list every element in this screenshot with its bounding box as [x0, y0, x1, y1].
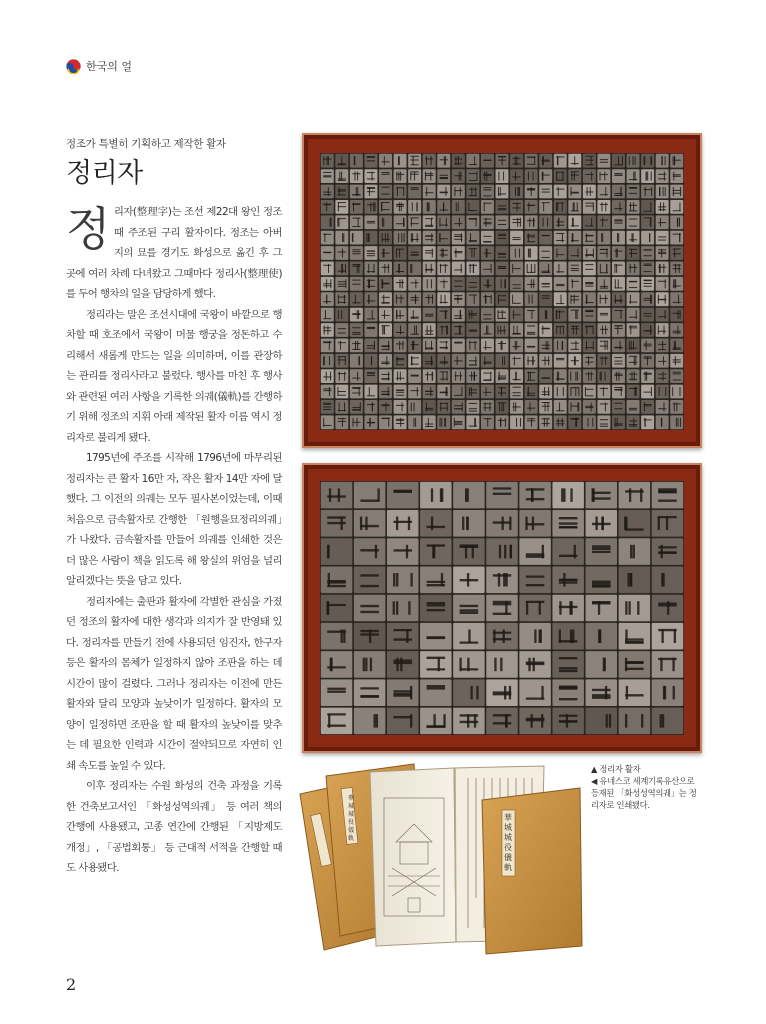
header: [66, 58, 132, 74]
svg-text:儀: 儀: [504, 853, 512, 862]
paragraph-3: 1795년에 주조를 시작해 1796년에 마무리된 정리자는 큰 활자 16만 자, 작은 활자 14만 자에 달했다. 그 이전의 의궤는 모두 필사본이었는데, 이때 처음으로 금속활자로 간행한 「원행을묘정리의궤」가 나왔다. 금속활자를 만들어 의궤를 인쇄한 것은 더 많은 사람이 책을 읽도록 해 왕실의 위엄을 널리 알리겠다는 뜻을 담고 있다.: [66, 452, 282, 587]
section-title: 한국의 얼: [86, 60, 133, 73]
small-type-grid: [320, 153, 684, 430]
large-type-grid: [320, 481, 684, 735]
svg-text:華: 華: [504, 813, 512, 822]
large-type-tray-image: [302, 463, 702, 753]
paragraph-4: 정리자에는 출판과 활자에 각별한 관심을 가졌던 정조의 활자에 대한 생각과 의지가 잘 반영돼 있다. 정리자를 만들기 전에 사용되던 임진자, 한구자 등은 활자의 몸체가 일정하지 않아 조판을 하는 데 시간이 많이 걸렸다. 그러나 정리자는 이전에 만든 활자와 달리 모양과 높낮이가 일정하다. 활자의 모양이 일정하면 조판을 할 때 활자의 높낮이를 맞추는 데 필요한 인력과 시간이 절약되므로 자연히 인쇄 속도를 높일 수 있다.: [66, 595, 282, 772]
article-body: [66, 202, 282, 879]
svg-text:軌: 軌: [504, 863, 512, 872]
paragraph-2: 정리라는 말은 조선시대에 국왕이 바깥으로 행차할 때 호조에서 국왕이 머물 행궁을 정돈하고 수리해서 새롭게 만드는 일을 의미하며, 이를 관장하는 관리를 정리사라고 불렀다. 행사를 마친 후 행사와 관련된 여러 사항을 기록한 의궤(儀軌)를 간행하기 위해 정조의 지휘 아래 제작된 활자 이름 역시 정리자로 불리게 됐다.: [66, 308, 282, 444]
svg-text:軌: 軌: [348, 835, 355, 842]
taeguk-icon: [66, 59, 81, 74]
svg-text:城: 城: [504, 823, 512, 832]
photo-caption: [591, 763, 703, 811]
paragraph-5: 이후 정리자는 수원 화성의 건축 과정을 기록한 건축보고서인 「화성성역의궤」 등 여러 책의 간행에 사용됐고, 고종 연간에 간행된 「지방제도개정」, 「공법회통」 등 근대적 서적을 간행할 때도 사용됐다.: [66, 780, 282, 874]
svg-text:城: 城: [348, 811, 355, 818]
svg-text:役: 役: [504, 843, 512, 852]
svg-text:城: 城: [348, 803, 355, 810]
article-title: 정리자: [66, 158, 143, 189]
article-subtitle: 정조가 특별히 기획하고 제작한 활자: [66, 138, 226, 150]
svg-text:儀: 儀: [348, 827, 355, 834]
paragraph-1: 정리자(整理字)는 조선 제22대 왕인 정조 때 주조된 구리 활자이다. 정조는 아버지의 묘를 경기도 화성으로 옮긴 후 그곳에 여러 차례 다녀왔고 그때마다 정리사(整理使)를 두어 행차의 일을 담당하게 했다.: [66, 202, 282, 300]
svg-text:役: 役: [348, 819, 355, 826]
caption-books: ◀ 유네스코 세계기록유산으로 등재된 「화성성역의궤」는 정리자로 인쇄됐다.: [591, 776, 697, 810]
svg-text:華: 華: [348, 795, 355, 802]
small-type-tray-image: [302, 133, 702, 448]
drop-cap: 정: [66, 202, 110, 256]
page-number: 2: [66, 975, 77, 994]
caption-type: ▲ 정리자 활자: [591, 764, 641, 774]
svg-text:城: 城: [504, 833, 512, 842]
hwaseong-uigwe-books-image: [296, 758, 594, 958]
